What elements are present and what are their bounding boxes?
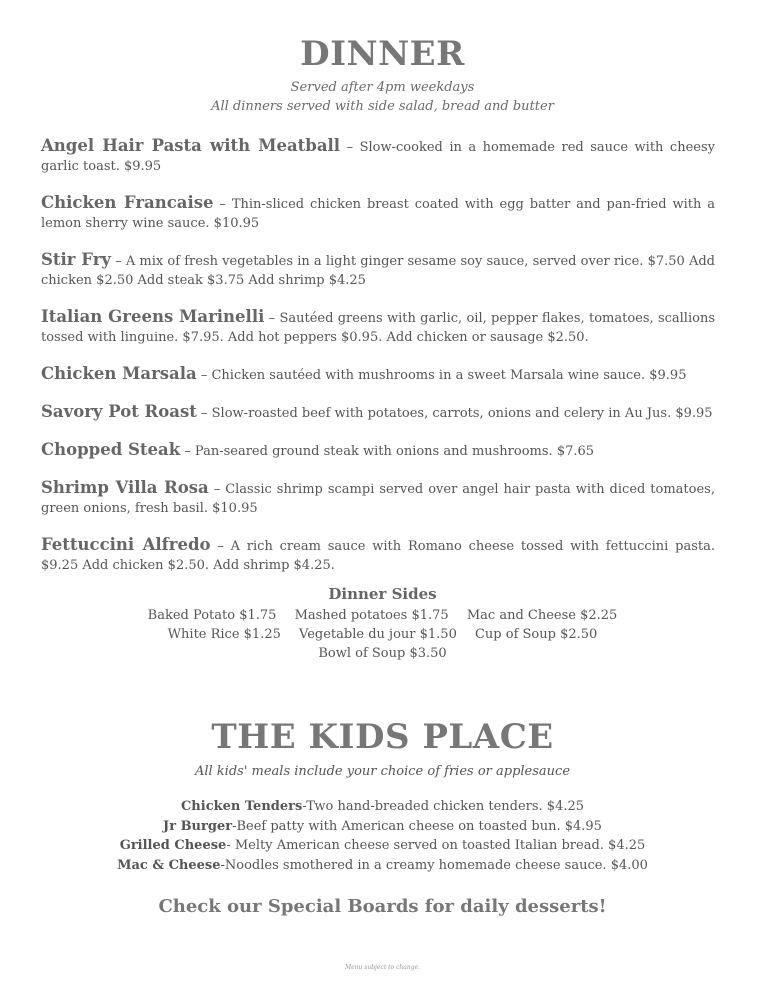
dish-name: Fettuccini Alfredo bbox=[41, 535, 211, 554]
dish-name: Italian Greens Marinelli bbox=[41, 307, 265, 326]
kids-item bbox=[0, 856, 765, 876]
side-item: Mac and Cheese $2.25 bbox=[466, 608, 618, 623]
includes-note: All dinners served with side salad, bread and butter bbox=[211, 99, 554, 114]
kids-item-description: -Beef patty with American cheese on toasted bun. $4.95 bbox=[232, 818, 602, 834]
sides-row bbox=[0, 646, 765, 661]
kids-item-name: Chicken Tenders bbox=[180, 799, 303, 814]
kids-item-name: Jr Burger bbox=[163, 818, 233, 834]
kids-item-description: -Noodles smothered in a creamy homemade cheese sauce. $4.00 bbox=[220, 857, 648, 873]
dish-name: Chopped Steak bbox=[41, 440, 181, 459]
dish-description: – Thin-sliced chicken breast coated with egg batter and pan-fried with a lemon sherry wine sauce. $10.95 bbox=[41, 197, 715, 231]
sides-row bbox=[0, 608, 765, 623]
dish-name: Stir Fry bbox=[41, 250, 111, 269]
dinner-list bbox=[41, 136, 715, 592]
dish-name: Angel Hair Pasta with Meatball bbox=[41, 136, 341, 155]
dish-description: – Chicken sautéed with mushrooms in a sweet Marsala wine sauce. $9.95 bbox=[196, 368, 687, 383]
special-boards-note: Check our Special Boards for daily desserts! bbox=[158, 896, 607, 917]
side-item: Vegetable du jour $1.50 bbox=[299, 627, 457, 642]
dish-item bbox=[41, 535, 715, 575]
dish-item bbox=[41, 440, 715, 461]
kids-item-name: Mac & Cheese bbox=[117, 857, 221, 873]
dish-name: Chicken Francaise bbox=[41, 193, 214, 212]
side-item: Bowl of Soup $3.50 bbox=[318, 646, 447, 661]
kids-note: All kids' meals include your choice of fries or applesauce bbox=[194, 764, 571, 779]
dish-description: – Sautéed greens with garlic, oil, pepper flakes, tomatoes, scallions tossed with linguine. $7.95. Add hot peppers $0.95. Add chicken or sausage $2.50. bbox=[41, 311, 715, 345]
dinner-title: DINNER bbox=[300, 34, 465, 74]
dish-description: – Slow-roasted beef with potatoes, carrots, onions and celery in Au Jus. $9.95 bbox=[196, 406, 713, 421]
dish-item bbox=[41, 478, 715, 518]
kids-item bbox=[0, 836, 765, 856]
kids-item-description: - Melty American cheese served on toasted Italian bread. $4.25 bbox=[226, 838, 646, 853]
kids-title: THE KIDS PLACE bbox=[211, 717, 554, 757]
dish-name: Chicken Marsala bbox=[41, 364, 197, 383]
dish-description: – Pan-seared ground steak with onions and mushrooms. $7.65 bbox=[180, 444, 595, 459]
dish-item bbox=[41, 193, 715, 233]
dish-name: Shrimp Villa Rosa bbox=[41, 478, 209, 497]
footnote: Menu subject to change. bbox=[344, 964, 421, 971]
dish-description: – Slow-cooked in a homemade red sauce with cheesy garlic toast. $9.95 bbox=[41, 140, 715, 174]
side-item: Mashed potatoes $1.75 bbox=[294, 608, 449, 623]
side-item: Baked Potato $1.75 bbox=[147, 608, 277, 623]
dish-description: – A rich cream sauce with Romano cheese tossed with fettuccini pasta. $9.25 Add chicken $2.50. Add shrimp $4.25. bbox=[41, 539, 715, 573]
kids-list bbox=[0, 797, 765, 875]
dish-item bbox=[41, 250, 715, 290]
dish-item bbox=[41, 402, 715, 423]
sides-title: Dinner Sides bbox=[328, 585, 437, 603]
side-item: Cup of Soup $2.50 bbox=[474, 627, 598, 642]
kids-item-description: -Two hand-breaded chicken tenders. $4.25 bbox=[302, 799, 585, 814]
dish-name: Savory Pot Roast bbox=[41, 402, 197, 421]
dish-item bbox=[41, 364, 715, 385]
sides-row bbox=[0, 627, 765, 642]
kids-item-name: Grilled Cheese bbox=[119, 838, 227, 853]
dish-description: – Classic shrimp scampi served over angel hair pasta with diced tomatoes, green onions, fresh basil. $10.95 bbox=[41, 482, 715, 516]
served-note: Served after 4pm weekdays bbox=[290, 80, 475, 95]
kids-item bbox=[0, 797, 765, 817]
kids-item bbox=[0, 817, 765, 837]
dish-description: – A mix of fresh vegetables in a light ginger sesame soy sauce, served over rice. $7.50 Add chicken $2.50 Add steak $3.75 Add shrimp $4.25 bbox=[41, 254, 716, 288]
dish-item bbox=[41, 307, 715, 347]
dish-item bbox=[41, 136, 715, 176]
side-item: White Rice $1.25 bbox=[167, 627, 281, 642]
